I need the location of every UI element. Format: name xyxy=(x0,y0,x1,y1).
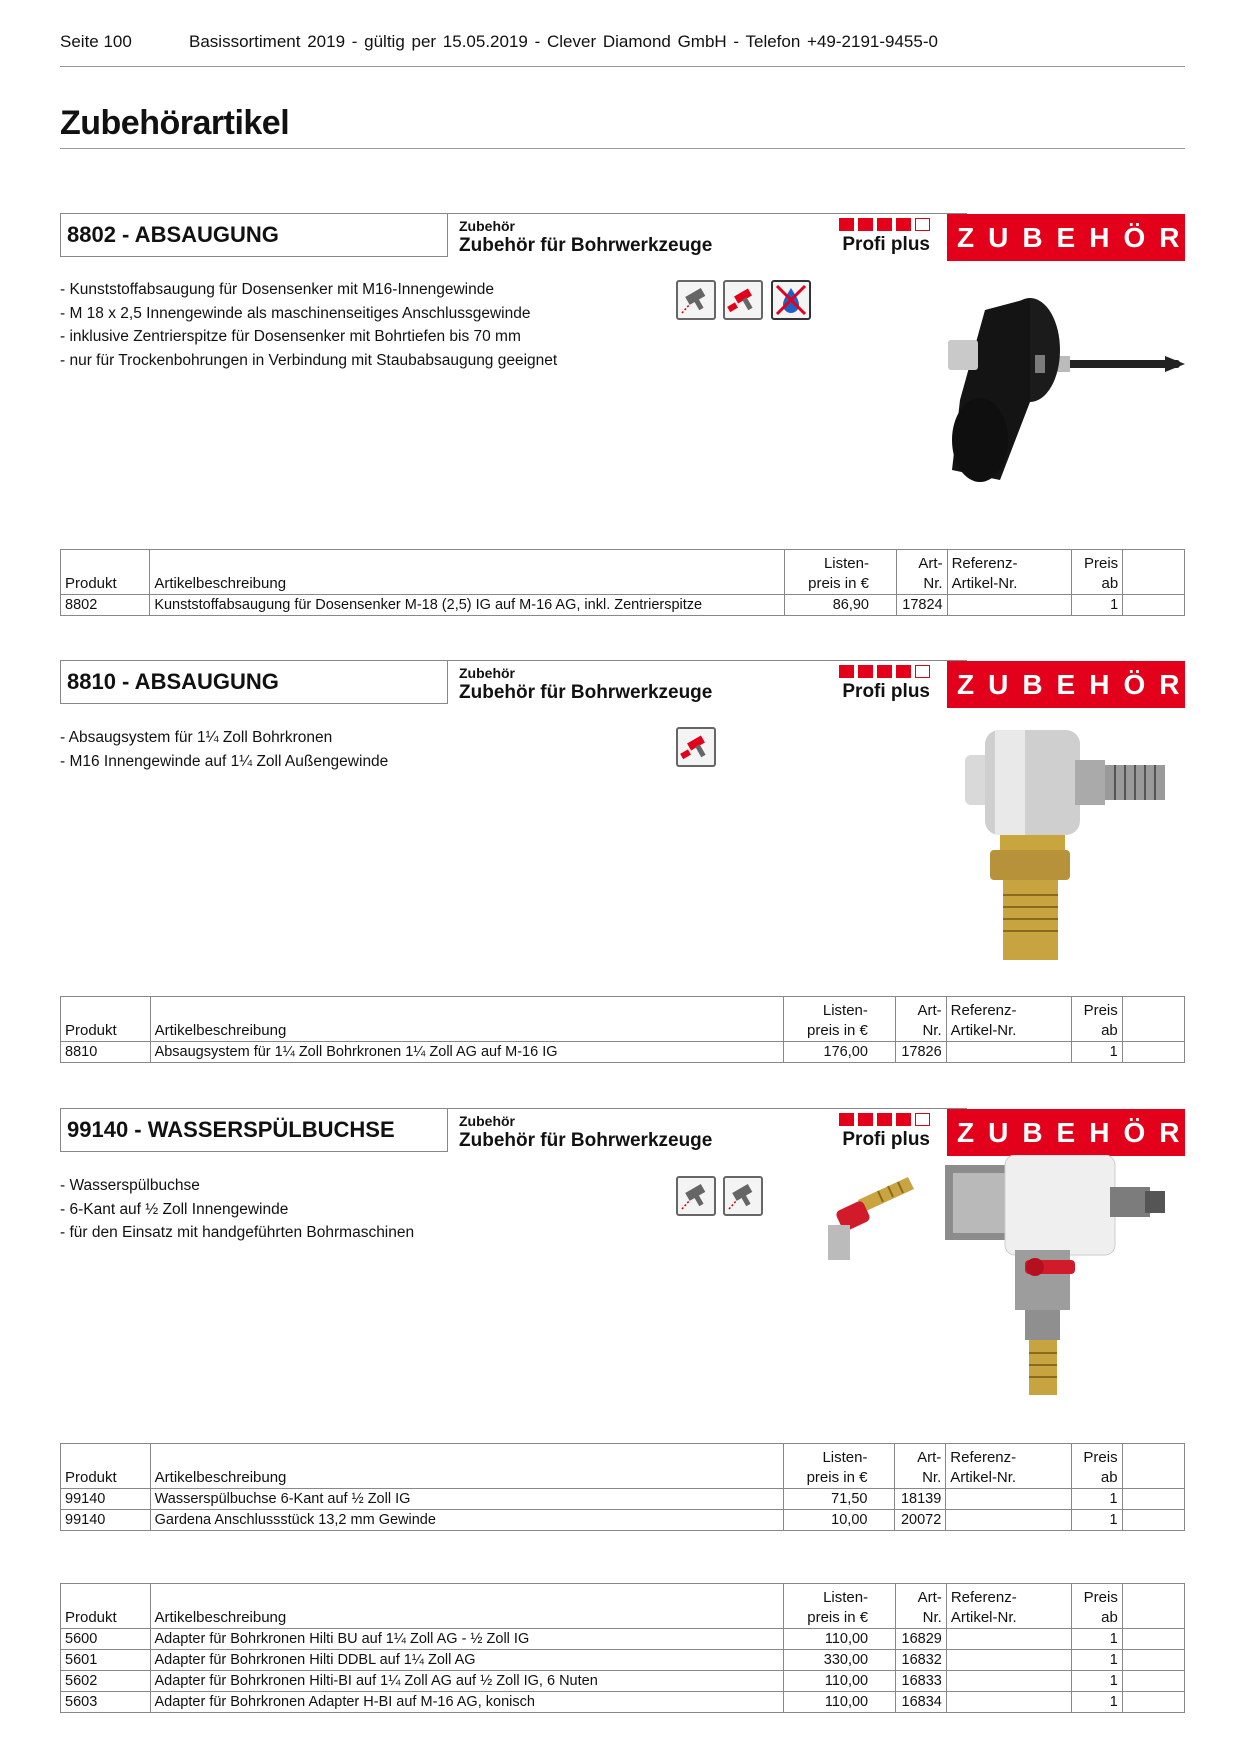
col-referenz-line1: Referenz- xyxy=(950,1449,1017,1466)
category-label: Zubehör für Bohrwerkzeuge xyxy=(459,235,713,256)
table-row xyxy=(61,1650,1185,1671)
cell-beschreibung: Adapter für Bohrkronen Hilti DDBL auf 1¼ Zoll AG xyxy=(150,1650,784,1671)
page-title: Zubehörartikel xyxy=(60,104,1185,149)
rating-square-filled xyxy=(896,1113,911,1126)
cell-preis: 71,50 xyxy=(783,1489,871,1510)
cell-beschreibung: Absaugsystem für 1¼ Zoll Bohrkronen 1¼ Zoll AG auf M-16 IG xyxy=(150,1042,784,1063)
col-referenz-line1: Referenz- xyxy=(950,1589,1017,1606)
table-header-row xyxy=(61,997,1185,1042)
cell-beschreibung: Wasserspülbuchse 6-Kant auf ½ Zoll IG xyxy=(150,1489,783,1510)
cell-produkt: 5602 xyxy=(61,1671,151,1692)
rating-square-filled xyxy=(858,218,873,231)
cell-referenz xyxy=(947,595,1072,616)
cell-beschreibung: Gardena Anschlussstück 13,2 mm Gewinde xyxy=(150,1510,783,1531)
cell-ab: 1 xyxy=(1072,595,1123,616)
cell-referenz xyxy=(946,1671,1071,1692)
rating-square-filled xyxy=(877,665,892,678)
spacer xyxy=(1123,550,1185,595)
feature-item: - Kunststoffabsaugung für Dosensenker mit M16-Innengewinde xyxy=(60,281,494,298)
feature-item: - nur für Trockenbohrungen in Verbindung mit Staubabsaugung geeignet xyxy=(60,351,558,369)
table-header-row xyxy=(61,1444,1185,1489)
spacer xyxy=(872,997,895,1042)
cell-produkt: 5603 xyxy=(61,1692,151,1713)
col-beschreibung: Artikelbeschreibung xyxy=(150,1444,783,1489)
col-artnr-line1: Art- xyxy=(917,1002,942,1019)
spacer xyxy=(1122,1444,1184,1489)
col-artnr xyxy=(895,1584,946,1629)
product-table xyxy=(60,549,1185,616)
cell-artnr: 18139 xyxy=(895,1489,946,1510)
drill-machine-icon xyxy=(676,280,716,320)
cell-preis: 110,00 xyxy=(784,1671,872,1692)
rating-square-filled xyxy=(896,665,911,678)
rating-square-filled xyxy=(877,1113,892,1126)
feature-item: - M16 Innengewinde auf 1¼ Zoll Außengewinde xyxy=(60,752,389,770)
col-produkt: Produkt xyxy=(61,550,150,595)
col-produkt: Produkt xyxy=(61,1444,151,1489)
col-preis-line2: ab xyxy=(1101,1609,1118,1626)
col-preis-line2: ab xyxy=(1100,1469,1118,1486)
col-artnr-line2: Nr. xyxy=(922,1609,942,1626)
table-row xyxy=(61,1692,1185,1713)
section-title: 8810 - ABSAUGUNG xyxy=(60,660,448,704)
cell-beschreibung: Adapter für Bohrkronen Hilti BU auf 1¼ Zoll AG - ½ Zoll IG xyxy=(150,1629,784,1650)
cell-produkt: 99140 xyxy=(61,1510,151,1531)
category-label: Zubehör für Bohrwerkzeuge xyxy=(459,682,713,703)
col-artnr-line2: Nr. xyxy=(923,575,943,592)
cell-preis: 110,00 xyxy=(784,1629,872,1650)
col-artnr-line2: Nr. xyxy=(922,1469,942,1486)
spacer xyxy=(873,550,896,595)
cell-referenz xyxy=(946,1629,1071,1650)
spacer xyxy=(871,1444,894,1489)
col-preis-line1: Preis xyxy=(1083,1002,1118,1019)
cell-ab: 1 xyxy=(1071,1629,1122,1650)
spacer xyxy=(1122,1650,1184,1671)
rating-square-filled xyxy=(858,665,873,678)
rating xyxy=(835,218,930,256)
spacer xyxy=(871,1489,894,1510)
col-referenz xyxy=(946,997,1071,1042)
col-listenpreis xyxy=(784,997,872,1042)
cell-ab: 1 xyxy=(1071,1510,1122,1531)
feature-list xyxy=(60,1174,414,1245)
cell-preis: 86,90 xyxy=(785,595,873,616)
cell-preis: 110,00 xyxy=(784,1692,872,1713)
product-image-wasserspuelbuchse xyxy=(935,1155,1170,1395)
drill-machine-icon xyxy=(723,1176,763,1216)
rating-square-filled xyxy=(839,665,854,678)
rating-label: Profi plus xyxy=(842,1129,930,1150)
col-preis-ab xyxy=(1071,1444,1122,1489)
col-listenpreis-line1: Listen- xyxy=(823,555,869,572)
rating-square-empty xyxy=(915,218,930,231)
feature-list xyxy=(60,726,388,773)
col-listenpreis-line2: preis in € xyxy=(806,1469,868,1486)
col-beschreibung: Artikelbeschreibung xyxy=(150,1584,784,1629)
rating-square-filled xyxy=(839,218,854,231)
col-referenz xyxy=(947,550,1072,595)
col-referenz-line1: Referenz- xyxy=(950,1002,1017,1019)
spacer xyxy=(872,1042,895,1063)
cell-produkt: 8802 xyxy=(61,595,150,616)
section-title: 8802 - ABSAUGUNG xyxy=(60,213,448,257)
col-artnr xyxy=(895,1444,946,1489)
table-row xyxy=(61,1042,1185,1063)
col-artnr xyxy=(896,550,947,595)
col-listenpreis xyxy=(785,550,873,595)
col-artnr-line2: Nr. xyxy=(922,1022,942,1039)
rating-squares xyxy=(835,665,930,678)
col-listenpreis-line2: preis in € xyxy=(808,575,869,592)
col-referenz-line2: Artikel-Nr. xyxy=(950,1469,1017,1486)
col-listenpreis-line1: Listen- xyxy=(822,1449,868,1466)
cell-produkt: 8810 xyxy=(61,1042,151,1063)
col-referenz-line1: Referenz- xyxy=(951,555,1018,572)
category-small: Zubehör xyxy=(459,1113,515,1129)
col-preis-ab xyxy=(1071,1584,1122,1629)
cell-referenz xyxy=(946,1042,1071,1063)
rating-square-filled xyxy=(877,218,892,231)
col-produkt: Produkt xyxy=(61,1584,151,1629)
feature-item: - 6-Kant auf ½ Zoll Innengewinde xyxy=(60,1200,289,1218)
rating xyxy=(835,665,930,703)
product-table xyxy=(60,1443,1185,1531)
spacer xyxy=(1122,1629,1184,1650)
rating-square-empty xyxy=(915,665,930,678)
spacer xyxy=(1122,1671,1184,1692)
cell-artnr: 16834 xyxy=(895,1692,946,1713)
red-drill-machine-icon xyxy=(723,280,763,320)
spacer xyxy=(872,1692,895,1713)
col-preis-ab xyxy=(1072,550,1123,595)
category-label: Zubehör für Bohrwerkzeuge xyxy=(459,1130,713,1151)
rating-squares xyxy=(835,218,930,231)
cell-produkt: 5600 xyxy=(61,1629,151,1650)
product-table xyxy=(60,996,1185,1063)
spacer xyxy=(1123,595,1185,616)
product-table xyxy=(60,1583,1185,1713)
page-header xyxy=(60,32,1185,67)
feature-item: - M 18 x 2,5 Innengewinde als maschinenseitiges Anschlussgewinde xyxy=(60,304,531,322)
col-artnr-line1: Art- xyxy=(917,1589,942,1606)
col-artnr-line1: Art- xyxy=(917,1449,942,1466)
cell-artnr: 17824 xyxy=(896,595,947,616)
feature-item: - inklusive Zentrierspitze für Dosensenker mit Bohrtiefen bis 70 mm xyxy=(60,328,521,345)
col-referenz xyxy=(946,1584,1071,1629)
spacer xyxy=(872,1671,895,1692)
feature-item: - Wasserspülbuchse xyxy=(60,1177,200,1194)
col-preis-line1: Preis xyxy=(1083,1589,1118,1606)
col-referenz-line2: Artikel-Nr. xyxy=(950,1609,1017,1626)
col-preis-line1: Preis xyxy=(1083,1449,1118,1466)
cell-referenz xyxy=(946,1692,1071,1713)
rating-square-filled xyxy=(858,1113,873,1126)
col-preis-line2: ab xyxy=(1101,1022,1118,1039)
cell-ab: 1 xyxy=(1071,1692,1122,1713)
col-referenz-line2: Artikel-Nr. xyxy=(951,575,1018,592)
table-header-row xyxy=(61,550,1185,595)
cell-artnr: 16833 xyxy=(895,1671,946,1692)
feature-list xyxy=(60,278,557,372)
spacer xyxy=(1122,1692,1184,1713)
cell-referenz xyxy=(946,1650,1071,1671)
col-listenpreis-line1: Listen- xyxy=(823,1589,869,1606)
cell-preis: 176,00 xyxy=(784,1042,872,1063)
feature-item: - Absaugsystem für 1¼ Zoll Bohrkronen xyxy=(60,729,333,746)
rating-square-filled xyxy=(896,218,911,231)
header-info: Basissortiment 2019 - gültig per 15.05.2019 - Clever Diamond GmbH - Telefon +49-2191-9455-0 xyxy=(189,32,938,51)
cell-produkt: 99140 xyxy=(61,1489,151,1510)
rating-square-filled xyxy=(839,1113,854,1126)
table-row xyxy=(61,1671,1185,1692)
col-listenpreis xyxy=(784,1584,872,1629)
table-row xyxy=(61,1489,1185,1510)
rating-label: Profi plus xyxy=(842,234,930,255)
col-referenz-line2: Artikel-Nr. xyxy=(950,1022,1017,1039)
cell-referenz xyxy=(946,1489,1071,1510)
col-preis-ab xyxy=(1071,997,1122,1042)
rating-squares xyxy=(835,1113,930,1126)
category-badge: ZUBEHÖR xyxy=(947,214,1185,261)
cell-referenz xyxy=(946,1510,1071,1531)
cell-artnr: 16829 xyxy=(895,1629,946,1650)
table-row xyxy=(61,1510,1185,1531)
spacer xyxy=(871,1510,894,1531)
cell-artnr: 16832 xyxy=(895,1650,946,1671)
col-beschreibung: Artikelbeschreibung xyxy=(150,550,785,595)
spacer xyxy=(1122,1584,1184,1629)
col-listenpreis xyxy=(783,1444,871,1489)
cell-ab: 1 xyxy=(1071,1042,1122,1063)
rating-label: Profi plus xyxy=(842,681,930,702)
category-badge: ZUBEHÖR xyxy=(947,661,1185,708)
product-image-gardena-anschluss xyxy=(828,1165,923,1260)
cell-preis: 330,00 xyxy=(784,1650,872,1671)
col-preis-line1: Preis xyxy=(1084,555,1119,572)
page-number: Seite 100 xyxy=(60,32,132,51)
col-beschreibung: Artikelbeschreibung xyxy=(150,997,784,1042)
cell-ab: 1 xyxy=(1071,1671,1122,1692)
category-badge: ZUBEHÖR xyxy=(947,1109,1185,1156)
cell-beschreibung: Kunststoffabsaugung für Dosensenker M-18 (2,5) IG auf M-16 AG, inkl. Zentrierspitze xyxy=(150,595,785,616)
category-small: Zubehör xyxy=(459,665,515,681)
cell-preis: 10,00 xyxy=(783,1510,871,1531)
cell-beschreibung: Adapter für Bohrkronen Adapter H-BI auf M-16 AG, konisch xyxy=(150,1692,784,1713)
col-listenpreis-line1: Listen- xyxy=(822,1002,868,1019)
spacer xyxy=(872,1584,895,1629)
table-row xyxy=(61,1629,1185,1650)
product-image-absaugung-8810 xyxy=(955,725,1185,965)
spacer xyxy=(1122,997,1184,1042)
section-title: 99140 - WASSERSPÜLBUCHSE xyxy=(60,1108,448,1152)
table-row xyxy=(61,595,1185,616)
table-header-row xyxy=(61,1584,1185,1629)
cell-artnr: 20072 xyxy=(895,1510,946,1531)
col-produkt: Produkt xyxy=(61,997,151,1042)
cell-beschreibung: Adapter für Bohrkronen Hilti-BI auf 1¼ Zoll AG auf ½ Zoll IG, 6 Nuten xyxy=(150,1671,784,1692)
spacer xyxy=(1122,1489,1184,1510)
col-listenpreis-line2: preis in € xyxy=(807,1609,869,1626)
category-small: Zubehör xyxy=(459,218,515,234)
cell-artnr: 17826 xyxy=(895,1042,946,1063)
spacer xyxy=(873,595,896,616)
spacer xyxy=(872,1650,895,1671)
col-preis-line2: ab xyxy=(1101,575,1119,592)
spacer xyxy=(872,1629,895,1650)
product-image-absaugung-8802 xyxy=(940,290,1185,500)
drill-machine-icon xyxy=(676,1176,716,1216)
cell-produkt: 5601 xyxy=(61,1650,151,1671)
col-listenpreis-line2: preis in € xyxy=(807,1022,868,1039)
feature-item: - für den Einsatz mit handgeführten Bohrmaschinen xyxy=(60,1224,415,1241)
cell-ab: 1 xyxy=(1071,1650,1122,1671)
cell-ab: 1 xyxy=(1071,1489,1122,1510)
col-referenz xyxy=(946,1444,1071,1489)
no-water-icon xyxy=(771,280,811,320)
col-artnr-line1: Art- xyxy=(918,555,943,572)
spacer xyxy=(1122,1510,1184,1531)
rating xyxy=(835,1113,930,1151)
spacer xyxy=(1122,1042,1184,1063)
col-artnr xyxy=(895,997,946,1042)
rating-square-empty xyxy=(915,1113,930,1126)
red-drill-machine-icon xyxy=(676,727,716,767)
